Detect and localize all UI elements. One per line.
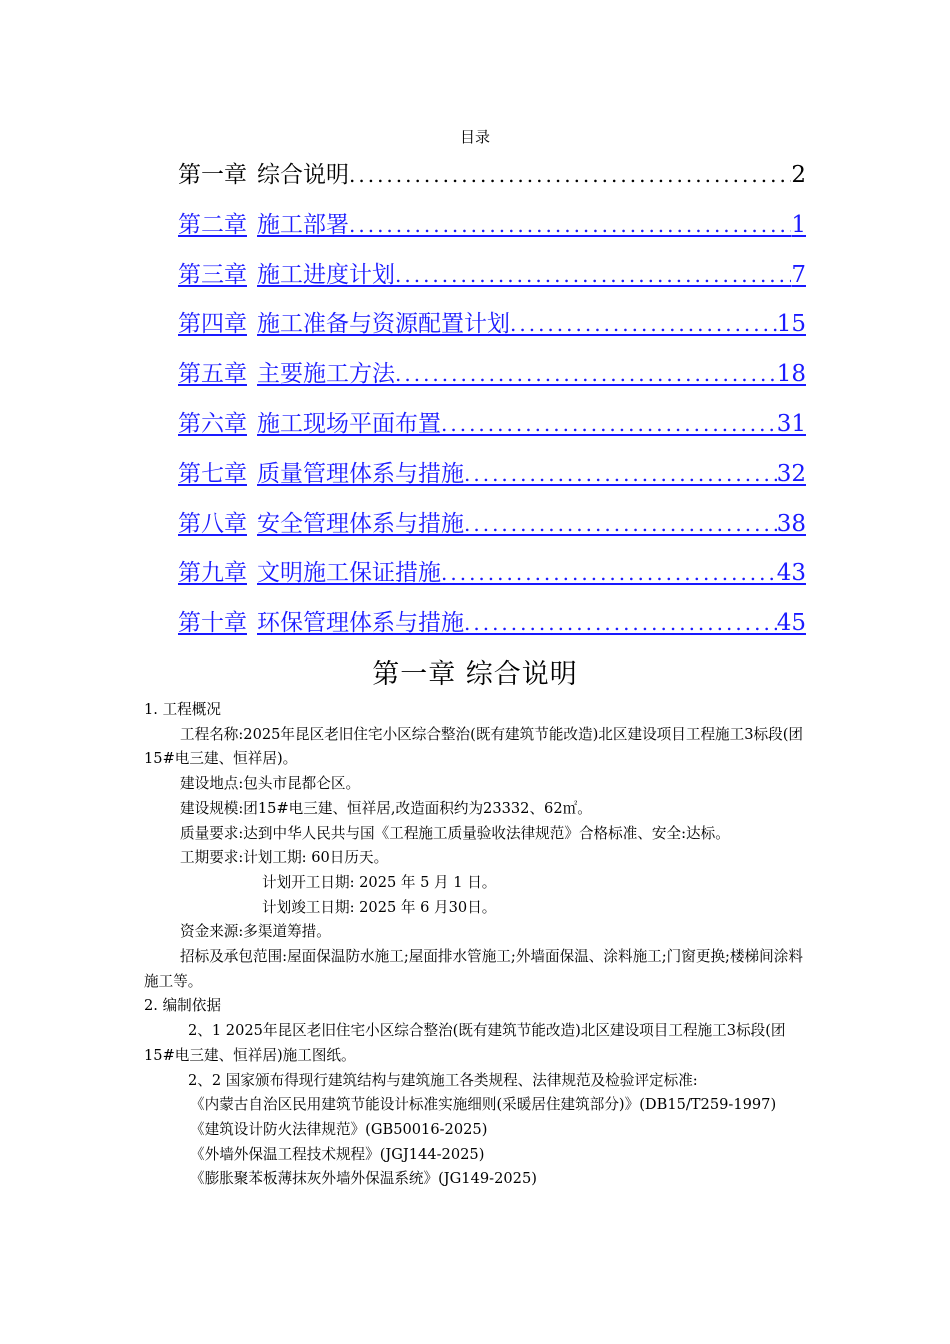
toc-leader-dots (349, 158, 791, 192)
paragraph-end-date: 计划竣工日期: 2025 年 6 月30日。 (262, 898, 497, 916)
toc-chapter-name: 施工进度计划 (257, 261, 395, 288)
toc-chapter-name: 施工现场平面布置 (257, 410, 441, 437)
section-title: 1. 工程概况 (144, 701, 221, 718)
paragraph-project-name: 工程名称:2025年昆区老旧住宅小区综合整治(既有建筑节能改造)北区建设项目工程施工3标段(团15#电三建、恒祥居)。 (144, 725, 803, 768)
toc-chapter-number: 第七章 (178, 460, 247, 487)
paragraph-basis: 2、1 2025年昆区老旧住宅小区综合整治(既有建筑节能改造)北区建设项目工程施工3标段(团15#电三建、恒祥居)施工图纸。 (144, 1022, 786, 1064)
toc-chapter-name: 环保管理体系与措施 (257, 610, 464, 637)
toc-leader-dots (441, 556, 777, 590)
standard-item: 《外墙外保温工程技术规程》(JGJ144-2025) (190, 1145, 485, 1163)
toc-leader-dots (464, 606, 777, 640)
toc-chapter-number: 第五章 (178, 361, 247, 388)
toc-page-number: 32 (776, 460, 806, 487)
toc-chapter-number: 第四章 (178, 311, 247, 338)
toc-chapter-name: 质量管理体系与措施 (257, 460, 464, 487)
toc-entry-link[interactable] (178, 457, 806, 507)
paragraph-scale: 建设规模:团15#电三建、恒祥居,改造面积约为23332、62㎡。 (180, 799, 592, 817)
toc-chapter-name: 施工准备与资源配置计划 (257, 311, 510, 338)
toc-chapter-number: 第六章 (178, 410, 247, 437)
chapter-heading: 第一章 综合说明 (372, 659, 578, 690)
toc-leader-dots (395, 357, 777, 391)
toc-entry-link[interactable] (178, 307, 806, 357)
paragraph-period: 工期要求:计划工期: 60日历天。 (180, 849, 389, 867)
toc-page-number: 2 (791, 162, 806, 188)
toc-entry-link[interactable] (178, 258, 806, 308)
toc-page-number: 18 (776, 361, 806, 388)
toc-entry-link[interactable] (178, 606, 806, 656)
toc-entry[interactable] (178, 158, 806, 208)
paragraph-location: 建设地点:包头市昆都仑区。 (180, 775, 361, 793)
toc-chapter-number: 第八章 (178, 510, 247, 537)
section-title: 2. 编制依据 (144, 997, 221, 1015)
toc-chapter-number: 第二章 (178, 211, 247, 238)
paragraph-quality: 质量要求:达到中华人民共与国《工程施工质量验收法律规范》合格标准、安全:达标。 (180, 824, 730, 842)
standard-text: 《内蒙古自治区民用建筑节能设计标准实施细则(采暖居住建筑部分)》(DB15/T259-1997) (190, 1096, 777, 1114)
toc-page-number: 45 (776, 610, 806, 637)
toc-page-number: 38 (776, 510, 806, 537)
toc-entry-link[interactable] (178, 507, 806, 557)
toc-leader-dots (441, 407, 777, 441)
toc-page-number: 43 (776, 560, 806, 587)
toc-leader-dots (464, 457, 777, 491)
standard-item: 《膨胀聚苯板薄抹灰外墙外保温系统》(JG149-2025) (190, 1170, 537, 1188)
toc-leader-dots (464, 507, 777, 541)
toc-leader-dots (349, 208, 791, 242)
toc-page-number: 7 (791, 261, 806, 288)
toc-title: 目录 (459, 128, 490, 146)
toc-chapter-name: 文明施工保证措施 (257, 560, 441, 587)
toc-chapter-number: 第九章 (178, 560, 247, 587)
toc-chapter-name: 综合说明 (257, 162, 349, 188)
toc-page-number: 31 (776, 410, 806, 437)
toc-entry-link[interactable] (178, 208, 806, 258)
toc-chapter-number: 第三章 (178, 261, 247, 288)
paragraph-start-date: 计划开工日期: 2025 年 5 月 1 日。 (262, 873, 497, 891)
toc-page-number: 15 (776, 311, 806, 338)
toc-chapter-name: 施工部署 (257, 211, 349, 238)
toc-leader-dots (510, 307, 777, 341)
paragraph-basis: 2、2 国家颁布得现行建筑结构与建筑施工各类规程、法律规范及检验评定标准: (188, 1071, 698, 1089)
toc-leader-dots (395, 258, 791, 292)
toc-page-number: 1 (791, 211, 806, 238)
toc-chapter-name: 安全管理体系与措施 (257, 510, 464, 537)
toc-entry-link[interactable] (178, 556, 806, 606)
standard-item: 《建筑设计防火法律规范》(GB50016-2025) (190, 1120, 488, 1138)
toc-chapter-number: 第十章 (178, 610, 247, 637)
toc-entry-link[interactable] (178, 357, 806, 407)
toc-chapter-number: 第一章 (178, 162, 247, 188)
chapter-body (144, 698, 808, 1192)
toc-entry-link[interactable] (178, 407, 806, 457)
standard-item (144, 1093, 808, 1118)
table-of-contents (178, 158, 806, 656)
toc-chapter-name: 主要施工方法 (257, 361, 395, 388)
paragraph-scope: 招标及承包范围:屋面保温防水施工;屋面排水管施工;外墙面保温、涂料施工;门窗更换;楼梯间涂料施工等。 (144, 948, 803, 990)
paragraph-funding: 资金来源:多渠道筹措。 (180, 923, 331, 941)
